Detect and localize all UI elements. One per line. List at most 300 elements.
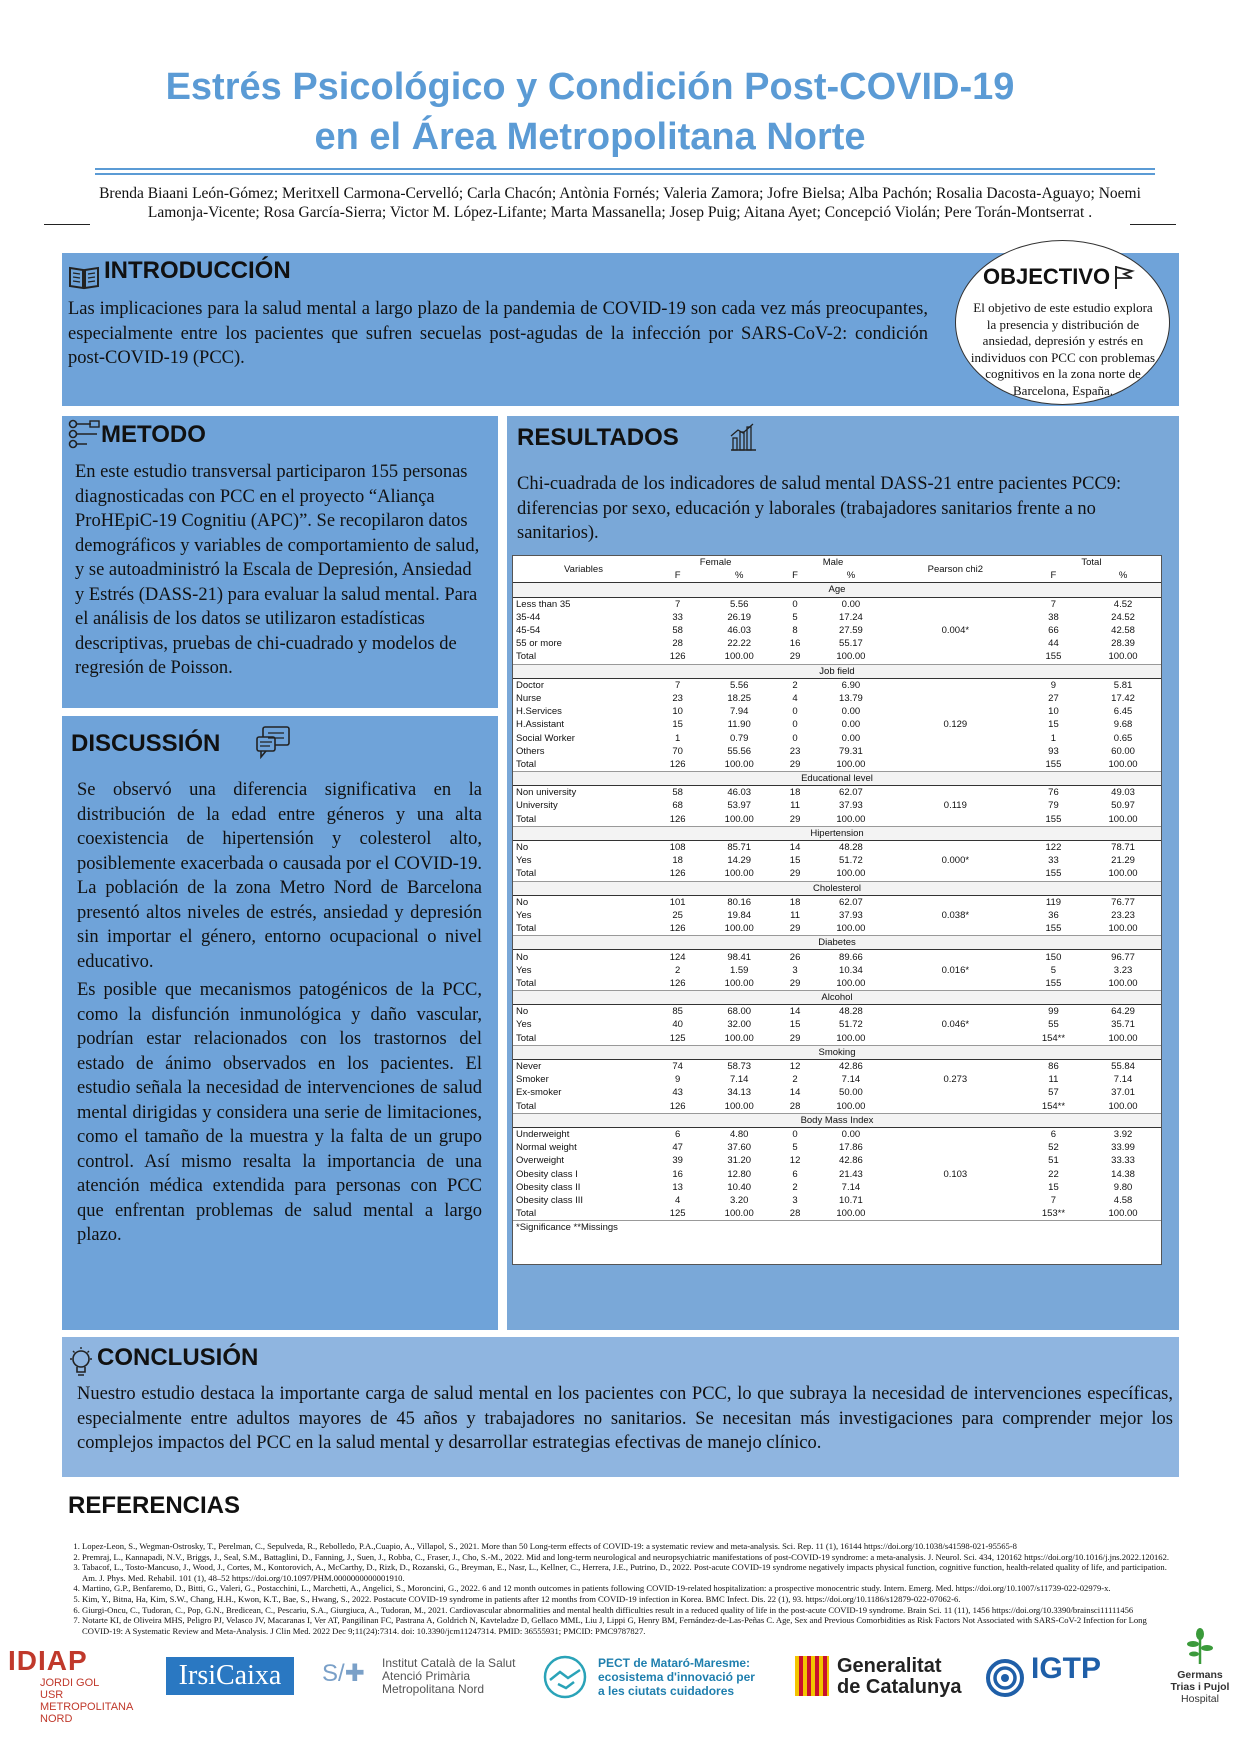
table-cell: 9.68 (1113, 719, 1133, 731)
pearson-cell (889, 840, 1022, 854)
table-cell: 126 (654, 758, 701, 772)
germans-line-3: Hospital (1181, 1693, 1219, 1705)
table-cell: 3.92 (1113, 1128, 1133, 1140)
row-label: Non university (516, 787, 577, 799)
table-group-header (513, 664, 1161, 678)
idiap-logo (8, 1645, 158, 1725)
table-cell: 122 (1045, 842, 1062, 854)
table-cell: 23 (789, 745, 801, 757)
pearson-cell: 0.129 (943, 719, 968, 731)
table-footnote: *Significance **Missings (516, 1222, 618, 1234)
table-row (513, 813, 1161, 827)
table-group-header (513, 772, 1161, 786)
table-cell: 85.71 (727, 842, 752, 854)
table-cell: 28.39 (1111, 638, 1135, 650)
table-cell: 100.00 (701, 867, 777, 881)
table-cell: 24.52 (1111, 611, 1135, 623)
table-cell: 12 (789, 1155, 801, 1167)
row-label: Total (513, 922, 654, 936)
table-cell: 13 (672, 1181, 683, 1193)
table-cell: 36 (1048, 909, 1059, 921)
method-icon (67, 419, 101, 454)
table-row (513, 840, 1161, 854)
row-label: Less than 35 (516, 598, 571, 610)
row-label: Yes (516, 1019, 532, 1031)
table-cell: 100.00 (813, 650, 889, 664)
table-cell: 9 (674, 1074, 681, 1086)
ics-text (382, 1657, 515, 1696)
table-cell: 2 (792, 1181, 798, 1193)
group-label: Diabetes (513, 936, 1161, 950)
table-cell: 100.00 (813, 1100, 889, 1114)
table-cell: 62.07 (839, 896, 863, 908)
reference-item: 6. Giurgi-Oncu, C., Tudoran, C., Pop, G.N., Bredicean, C., Pescariu, S.A., Giurgiuca, A., Tudoran, M., 2021. Cardiovascular abnormalities and mental health difficulties result in a reduced quality of life in the post-acute COVID-19 syndrome. Brain Sci. 11 (11), 1456 https://doi.org/10.3390/brainsci11111456 (82, 1605, 1178, 1616)
table-cell: 9.80 (1113, 1181, 1133, 1193)
table-cell: 14 (789, 1087, 801, 1099)
table-cell: 11 (790, 800, 800, 812)
pearson-cell (889, 1194, 1022, 1207)
table-row (513, 1100, 1161, 1114)
table-cell: 11.90 (727, 719, 751, 731)
group-label: Job field (513, 664, 1161, 678)
table-cell: 76.77 (1111, 896, 1135, 908)
table-cell: 7.14 (841, 1074, 861, 1086)
table-cell: 11 (790, 909, 800, 921)
table-cell: 100.00 (813, 1032, 889, 1046)
table-group-header (513, 991, 1161, 1005)
title-rule-2 (95, 173, 1155, 175)
table-cell: 16 (672, 1168, 683, 1180)
method-text: En este estudio transversal participaron 155 personas diagnosticadas con PCC en el proyecto “Aliança ProHEpiC-19 Cognitiu (APC)”. Se recopilaron datos demográficos y variables de comportamiento de salud, y se autoadministró la Escala de Depresión, Ansiedad y Estrés (DASS-21) para evaluar la salud mental. Para el análisis de los datos se utilizaron estadísticas descriptivas, pruebas de chi-cuadrado y modelos de regresión de Poisson. (75, 462, 480, 678)
table-cell: 38 (1048, 611, 1059, 623)
table-cell: 12.80 (727, 1168, 752, 1180)
intro-text: Las implicaciones para la salud mental a largo plazo de la pandemia de COVID-19 son cada vez más preocupantes, especialmente entre los pacientes que sufren secuelas post-agudas de la infección por SARS-CoV-2: condición post-COVID-19 (PCC). (68, 299, 928, 368)
table-row (513, 922, 1161, 936)
table-cell: 27 (1048, 692, 1059, 704)
table-row (513, 950, 1161, 964)
pearson-cell: 0.038* (941, 909, 970, 921)
table-cell: 100.00 (1085, 1032, 1161, 1046)
row-label: H.Assistant (516, 719, 565, 731)
generalitat-logo (795, 1652, 975, 1706)
table-cell: 58.73 (727, 1061, 752, 1073)
table-cell: 50.97 (1111, 800, 1135, 812)
results-table (512, 555, 1162, 1265)
pearson-cell (889, 786, 1022, 800)
table-cell: 3 (792, 964, 798, 976)
idiap-line-1: JORDI GOL (40, 1677, 100, 1689)
pearson-cell (889, 1141, 1022, 1154)
row-label: University (516, 800, 558, 812)
ics-line-1: Institut Català de la Salut (382, 1656, 516, 1670)
reference-item: 3. Tabacof, L., Tosto-Mancuso, J., Wood, J., Cortes, M., Kontorovich, A., McCarthy, D., Rizk, D., Rozanski, G., Breyman, E., Nasr, L., Kellner, C., Herrera, J.E., Putrino, D., 2022. Post-acute COVID-19 syndrome negatively impacts physical function, cognitive function, health-related quality of life, and participation. Am. J. Phys. Med. Rehabil. 101 (1), 48–52 https://doi.org/10.1097/PHM.0000000000001910. (82, 1562, 1178, 1583)
pearson-cell: 0.000* (941, 855, 970, 867)
table-cell: 0 (792, 598, 798, 610)
table-cell: 15 (672, 719, 683, 731)
table-cell: 14.38 (1111, 1168, 1135, 1180)
col-female-pct: % (734, 570, 744, 582)
table-cell: 74 (672, 1061, 683, 1073)
table-cell: 100.00 (1085, 813, 1161, 827)
row-label: Overweight (516, 1155, 565, 1167)
row-label: Total (513, 977, 654, 991)
table-cell: 11 (1048, 1074, 1059, 1086)
table-cell: 12 (789, 1061, 801, 1073)
table-cell: 14 (789, 1006, 801, 1018)
table-cell: 6 (1050, 1128, 1057, 1140)
pearson-cell (889, 1032, 1022, 1046)
bar-chart-icon (728, 422, 758, 457)
table-cell: 5.56 (729, 679, 749, 691)
results-caption: Chi-cuadrada de los indicadores de salud mental DASS-21 entre pacientes PCC9: diferencias por sexo, educación y laborales (trabajadores sanitarios frente a no sanitarios). (517, 474, 1122, 543)
table-row (513, 1207, 1161, 1221)
table-cell: 7.94 (729, 706, 749, 718)
table-row (513, 1194, 1161, 1207)
table-cell: 100.00 (1085, 1100, 1161, 1114)
discussion-text-2: Es posible que mecanismos patogénicos de la PCC, como la disfunción inmunológica y daño vascular, podrían estar relacionados con los trastornos del estado de ánimo observados en los pacientes. El estudio señala la necesidad de intervenciones de salud mental dirigidas y considera una serie de limitaciones, como el tamaño de la muestra y la falta de un grupo control. Así mismo resalta la importancia de una atención médica extendida para personas con PCC que enfrentan problemas de salud mental a largo plazo. (77, 980, 482, 1245)
germans-line-1: Germans (1177, 1669, 1223, 1681)
table-cell: 100.00 (701, 922, 777, 936)
table-cell: 15 (789, 855, 801, 867)
table-cell: 155 (1022, 977, 1085, 991)
pearson-cell: 0.046* (941, 1019, 970, 1031)
table-cell: 4 (792, 692, 798, 704)
reference-item: 2. Premraj, L., Kannapadi, N.V., Briggs, J., Seal, S.M., Battaglini, D., Fanning, J., Suen, J., Robba, C., Fraser, J., Cho, S.-M., 2022. Mid and long-term neurological and neuropsychiatric manifestations of post-COVID-19 syndrome: a meta-analysis. J. Neurol. Sci. 434, 120162 https://doi.org/10.1016/j.jns.2022.120162. (82, 1552, 1178, 1563)
table-row (513, 1167, 1161, 1180)
table-cell: 34.13 (727, 1087, 752, 1099)
table-cell: 48.28 (839, 1006, 863, 1018)
table-row (513, 597, 1161, 611)
table-cell: 154** (1022, 1100, 1085, 1114)
table-row (513, 1181, 1161, 1194)
table-cell: 4.58 (1113, 1194, 1133, 1206)
reference-item: 5. Kim, Y., Bitna, Ha, Kim, S.W., Chang, H.H., Kwon, K.T., Bae, S., Hwang, S., 2022. Postacute COVID-19 syndrome in patients after 12 months from COVID-19 infection in Korea. BMC Infect. Dis. 22 (1), 93. https://doi.org/10.1186/s12879-022-07062-6. (82, 1594, 1178, 1605)
table-cell: 5 (792, 1142, 798, 1154)
table-cell: 100.00 (1085, 922, 1161, 936)
table-row (513, 731, 1161, 744)
table-cell: 33 (672, 611, 683, 623)
table-cell: 5 (792, 611, 798, 623)
handshake-icon (540, 1654, 590, 1700)
pearson-cell (889, 1059, 1022, 1073)
table-cell: 0.00 (841, 706, 861, 718)
table-cell: 21.43 (839, 1168, 863, 1180)
table-cell: 28 (777, 1100, 813, 1114)
table-cell: 46.03 (727, 625, 752, 637)
table-cell: 22 (1048, 1168, 1059, 1180)
table-cell: 37.60 (727, 1142, 752, 1154)
pearson-cell (889, 597, 1022, 611)
table-cell: 29 (777, 977, 813, 991)
table-cell: 26 (789, 951, 801, 963)
col-total: Total (1081, 557, 1102, 569)
group-label: Age (513, 583, 1161, 597)
pect-line-1: PECT de Mataró-Maresme: (598, 1656, 751, 1670)
book-icon (68, 264, 100, 295)
generalitat-text (837, 1656, 961, 1698)
pearson-cell: 0.273 (943, 1074, 968, 1086)
col-pearson: Pearson chi2 (889, 556, 1022, 583)
table-cell: 47 (672, 1142, 683, 1154)
pearson-cell (889, 678, 1022, 692)
row-label: Nurse (516, 692, 542, 704)
table-cell: 7 (674, 598, 681, 610)
table-row (513, 977, 1161, 991)
table-cell: 101 (669, 896, 686, 908)
table-row (513, 854, 1161, 867)
pearson-cell (889, 977, 1022, 991)
table-cell: 39 (672, 1155, 683, 1167)
table-cell: 2 (674, 964, 681, 976)
row-label: Obesity class III (516, 1194, 584, 1206)
table-cell: 80.16 (727, 896, 752, 908)
table-cell: 155 (1022, 650, 1085, 664)
table-cell: 6 (674, 1128, 681, 1140)
intro-heading: INTRODUCCIÓN (104, 257, 291, 284)
method-heading: METODO (101, 421, 206, 448)
table-cell: 17.42 (1111, 692, 1135, 704)
discussion-heading: DISCUSSIÓN (71, 730, 221, 757)
table-cell: 25 (672, 909, 683, 921)
table-group-header (513, 881, 1161, 895)
table-cell: 100.00 (1085, 650, 1161, 664)
conclusion-heading: CONCLUSIÓN (97, 1344, 259, 1371)
title-rule (95, 168, 1155, 170)
table-cell: 68.00 (727, 1006, 752, 1018)
pect-line-2: ecosistema d'innovació per (598, 1670, 755, 1684)
idiap-wordmark: IDIAP (8, 1645, 88, 1676)
irsicaixa-logo: IrsiCaixa (166, 1657, 294, 1695)
table-cell: 42.58 (1111, 625, 1135, 637)
table-cell: 10 (1048, 706, 1059, 718)
table-cell: 22.22 (727, 638, 752, 650)
table-cell: 100.00 (701, 977, 777, 991)
table-cell: 4.52 (1113, 598, 1133, 610)
table-cell: 153** (1022, 1207, 1085, 1221)
row-label: No (516, 896, 529, 908)
table-cell: 100.00 (813, 867, 889, 881)
row-label: No (516, 1006, 529, 1018)
table-cell: 6.45 (1113, 706, 1133, 718)
table-cell: 0.00 (841, 598, 861, 610)
row-label: Total (513, 1207, 654, 1221)
table-cell: 7.14 (729, 1074, 749, 1086)
table-cell: 86 (1048, 1061, 1059, 1073)
table-cell: 5 (1050, 964, 1057, 976)
table-cell: 10.40 (727, 1181, 752, 1193)
row-label: Never (516, 1061, 542, 1073)
group-label: Educational level (513, 772, 1161, 786)
row-label: 45-54 (516, 625, 541, 637)
table-cell: 100.00 (701, 758, 777, 772)
table-cell: 85 (672, 1006, 683, 1018)
pect-line-3: a les ciutats cuidadores (598, 1684, 735, 1698)
table-cell: 13.79 (839, 692, 863, 704)
col-male: Male (822, 557, 844, 569)
reference-item: 7. Notarte KI, de Oliveira MHS, Peligro PJ, Velasco JV, Macaranas I, Ver AT, Pangilinan FC, Pastrana A, Goldrich N, Kavteladze D, Gellaco MML, Liu J, Lippi G, Henry BM, Fernández-de-Las-Peñas C. Age, Sex and Previous Comorbidities as Risk Factors Not Associated with SARS-CoV-2 Infection for Long COVID-19: A Systematic Review and Meta-Analysis. J Clin Med. 2022 Dec 9;11(24):7314. doi: 10.3390/jcm11247314. PMID: 36555931; PMCID: PMC9787827. (82, 1615, 1178, 1636)
pearson-cell (889, 895, 1022, 909)
table-cell: 126 (654, 922, 701, 936)
table-cell: 26.19 (727, 611, 752, 623)
table-cell: 108 (669, 842, 686, 854)
col-total-pct: % (1118, 570, 1128, 582)
table-row (513, 909, 1161, 922)
table-cell: 35.71 (1111, 1019, 1135, 1031)
table-cell: 52 (1048, 1142, 1059, 1154)
pearson-cell (889, 705, 1022, 718)
pearson-cell (889, 692, 1022, 705)
table-cell: 29 (777, 922, 813, 936)
table-cell: 126 (654, 650, 701, 664)
table-cell: 100.00 (813, 758, 889, 772)
table-cell: 55 (1048, 1019, 1059, 1031)
table-cell: 3.23 (1113, 964, 1133, 976)
pearson-cell (889, 1086, 1022, 1099)
table-cell: 100.00 (813, 1207, 889, 1221)
table-cell: 68 (672, 800, 683, 812)
table-cell: 62.07 (839, 787, 863, 799)
table-cell: 18.25 (727, 692, 752, 704)
right-rule (1130, 224, 1176, 225)
table-cell: 6 (792, 1168, 798, 1180)
row-label: Social Worker (516, 732, 575, 744)
table-cell: 98.41 (727, 951, 752, 963)
table-cell: 1.59 (729, 964, 749, 976)
table-cell: 66 (1048, 625, 1059, 637)
table-cell: 51.72 (839, 1019, 863, 1031)
row-label: Yes (516, 964, 532, 976)
table-row (513, 799, 1161, 812)
pearson-cell: 0.103 (943, 1168, 968, 1180)
table-cell: 7 (674, 679, 681, 691)
table-cell: 48.28 (839, 842, 863, 854)
references-heading: REFERENCIAS (68, 1492, 241, 1519)
table-cell: 43 (672, 1087, 683, 1099)
table-cell: 150 (1045, 951, 1062, 963)
pearson-cell (889, 731, 1022, 744)
table-cell: 76 (1048, 787, 1059, 799)
table-cell: 49.03 (1111, 787, 1135, 799)
table-cell: 0 (792, 732, 798, 744)
pearson-cell: 0.004* (941, 625, 970, 637)
generalitat-line-2: de Catalunya (837, 1676, 962, 1698)
row-label: Total (513, 813, 654, 827)
table-group-header (513, 826, 1161, 840)
table-cell: 17.24 (839, 611, 863, 623)
table-cell: 2 (792, 679, 798, 691)
igtp-wordmark: IGTP (1031, 1652, 1102, 1685)
pearson-cell (889, 611, 1022, 624)
table-cell: 15 (789, 1019, 801, 1031)
table-cell: 0.00 (841, 719, 861, 731)
table-cell: 126 (654, 813, 701, 827)
group-label: Hipertension (513, 826, 1161, 840)
table-cell: 5.56 (729, 598, 749, 610)
table-cell: 0 (792, 1128, 798, 1140)
conclusion-text: Nuestro estudio destaca la importante carga de salud mental en los pacientes con PCC, lo que subraya la necesidad de intervenciones específicas, especialmente entre adultos mayores de 45 años y trabajadores no sanitarios. Se necesitan más investigaciones para comprender mejor los complejos impactos del PCC en la salud mental y desarrollar estrategias efectivas de manejo clínico. (77, 1384, 1173, 1453)
table-cell: 21.29 (1111, 855, 1135, 867)
table-cell: 70 (672, 745, 683, 757)
pearson-cell (889, 1005, 1022, 1019)
results-heading: RESULTADOS (517, 424, 679, 451)
plant-icon (1185, 1628, 1215, 1664)
table-cell: 28 (777, 1207, 813, 1221)
row-label: Smoker (516, 1074, 549, 1086)
table-cell: 42.86 (839, 1155, 863, 1167)
table-cell: 29 (777, 867, 813, 881)
group-label: Alcohol (513, 991, 1161, 1005)
table-cell: 58 (672, 787, 683, 799)
table-cell: 0 (792, 719, 798, 731)
table-cell: 99 (1048, 1006, 1059, 1018)
table-cell: 29 (777, 758, 813, 772)
row-label: Normal weight (516, 1142, 577, 1154)
table-cell: 78.71 (1111, 842, 1135, 854)
group-label: Smoking (513, 1045, 1161, 1059)
table-cell: 100.00 (701, 650, 777, 664)
table-cell: 100.00 (813, 813, 889, 827)
table-cell: 42.86 (839, 1061, 863, 1073)
table-cell: 18 (672, 855, 683, 867)
table-row (513, 1086, 1161, 1099)
table-cell: 1 (674, 732, 681, 744)
table-cell: 10.71 (839, 1194, 863, 1206)
pearson-cell (889, 1181, 1022, 1194)
table-cell: 79 (1048, 800, 1059, 812)
table-cell: 100.00 (1085, 977, 1161, 991)
table-row (513, 692, 1161, 705)
table-cell: 10 (672, 706, 683, 718)
table-cell: 40 (672, 1019, 683, 1031)
title-line-1: Estrés Psicológico y Condición Post-COVID-19 (165, 66, 1015, 108)
table-cell: 29 (777, 1032, 813, 1046)
table-group-header (513, 1113, 1161, 1127)
table-cell: 10.34 (839, 964, 863, 976)
row-label: No (516, 842, 529, 854)
idiap-line-3: NORD (40, 1713, 73, 1725)
objective-heading: OBJECTIVO (983, 264, 1111, 289)
table-cell: 28 (672, 638, 683, 650)
row-label: Underweight (516, 1128, 570, 1140)
germans-line-2: Trias i Pujol (1170, 1681, 1230, 1693)
table-cell: 55.17 (839, 638, 863, 650)
pearson-cell (889, 650, 1022, 664)
table-cell: 46.03 (727, 787, 752, 799)
row-label: Total (513, 1100, 654, 1114)
chi-square-table (513, 556, 1161, 1221)
table-row (513, 895, 1161, 909)
table-row (513, 745, 1161, 758)
table-cell: 37.01 (1111, 1087, 1135, 1099)
table-cell: 60.00 (1111, 745, 1135, 757)
group-label: Cholesterol (513, 881, 1161, 895)
ics-line-3: Metropolitana Nord (382, 1682, 485, 1696)
group-label: Body Mass Index (513, 1113, 1161, 1127)
table-cell: 9 (1050, 679, 1057, 691)
row-label: Yes (516, 855, 532, 867)
table-cell: 7 (1050, 598, 1057, 610)
table-cell: 0.00 (841, 732, 861, 744)
table-group-header (513, 583, 1161, 597)
poster-title (0, 62, 1180, 162)
table-cell: 100.00 (1085, 1207, 1161, 1221)
table-cell: 29 (777, 813, 813, 827)
table-row (513, 1032, 1161, 1046)
table-cell: 37.93 (839, 909, 863, 921)
table-cell: 100.00 (701, 1032, 777, 1046)
table-cell: 5.81 (1113, 679, 1133, 691)
table-cell: 14 (789, 842, 801, 854)
